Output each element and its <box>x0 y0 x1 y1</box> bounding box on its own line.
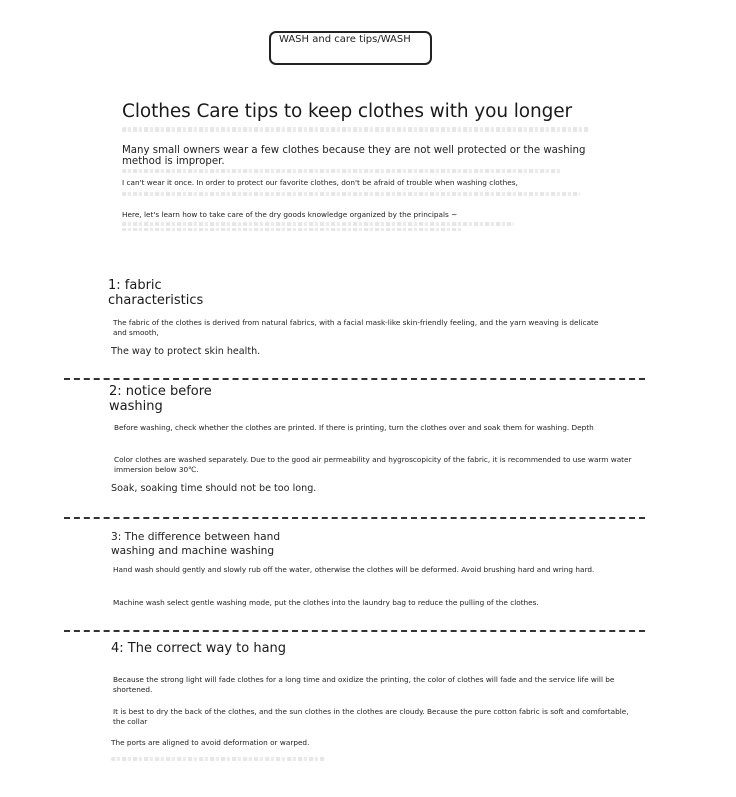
section-3-body-2: Machine wash select gentle washing mode, put the clothes into the laundry bag to reduce the pulling of the clothes. <box>113 598 539 607</box>
section-2-heading: 2: notice before washing <box>109 384 212 414</box>
intro-line-1-reflection <box>122 192 580 196</box>
section-2-body-1: Before washing, check whether the clothes are printed. If there is printing, turn the clothes over and soak them for washing. Depth <box>114 423 594 432</box>
section-4-body-3: The ports are aligned to avoid deformation or warped. <box>111 738 310 747</box>
intro-line-2-reflection-2 <box>122 228 462 231</box>
title-reflection <box>122 127 590 132</box>
page-title: Clothes Care tips to keep clothes with you longer <box>122 101 573 122</box>
intro-line-2-reflection <box>122 222 514 226</box>
section-4-body-1: Because the strong light will fade clothes for a long time and oxidize the printing, the color of clothes will fade and the service life will be shortened. <box>113 675 615 694</box>
intro-lead-reflection <box>122 169 562 173</box>
section-3-body-1: Hand wash should gently and slowly rub off the water, otherwise the clothes will be deformed. Avoid brushing hard and wring hard. <box>113 565 595 574</box>
section-divider-3 <box>64 630 645 632</box>
section-4-body-3-reflection <box>111 757 326 761</box>
header-tag-box <box>269 31 432 65</box>
section-1-body-1: The fabric of the clothes is derived from natural fabrics, with a facial mask-like skin-friendly feeling, and the yarn weaving is delicate and smooth, <box>113 318 599 337</box>
intro-line-1: I can't wear it once. In order to protect our favorite clothes, don't be afraid of trouble when washing clothes, <box>122 178 518 187</box>
intro-lead: Many small owners wear a few clothes because they are not well protected or the washing method is improper. <box>122 145 586 167</box>
section-divider-2 <box>64 517 645 519</box>
section-4-body-2: It is best to dry the back of the clothes, and the sun clothes in the clothes are cloudy. Because the pure cotton fabric is soft and comfortable, the collar <box>113 707 629 726</box>
section-3-heading: 3: The difference between hand washing and machine washing <box>111 531 281 557</box>
section-2-body-3: Soak, soaking time should not be too long. <box>111 483 317 494</box>
section-2-body-2: Color clothes are washed separately. Due to the good air permeability and hygroscopicity of the fabric, it is recommended to use warm water immersion below 30℃. <box>114 455 632 474</box>
intro-line-2: Here, let's learn how to take care of the dry goods knowledge organized by the principals ~ <box>122 210 458 219</box>
header-tag-text: WASH and care tips/WASH <box>279 34 411 45</box>
section-divider-1 <box>64 378 645 380</box>
section-1-heading: 1: fabric characteristics <box>108 278 204 308</box>
section-1-body-2: The way to protect skin health. <box>111 346 261 357</box>
section-4-heading: 4: The correct way to hang <box>111 641 287 656</box>
